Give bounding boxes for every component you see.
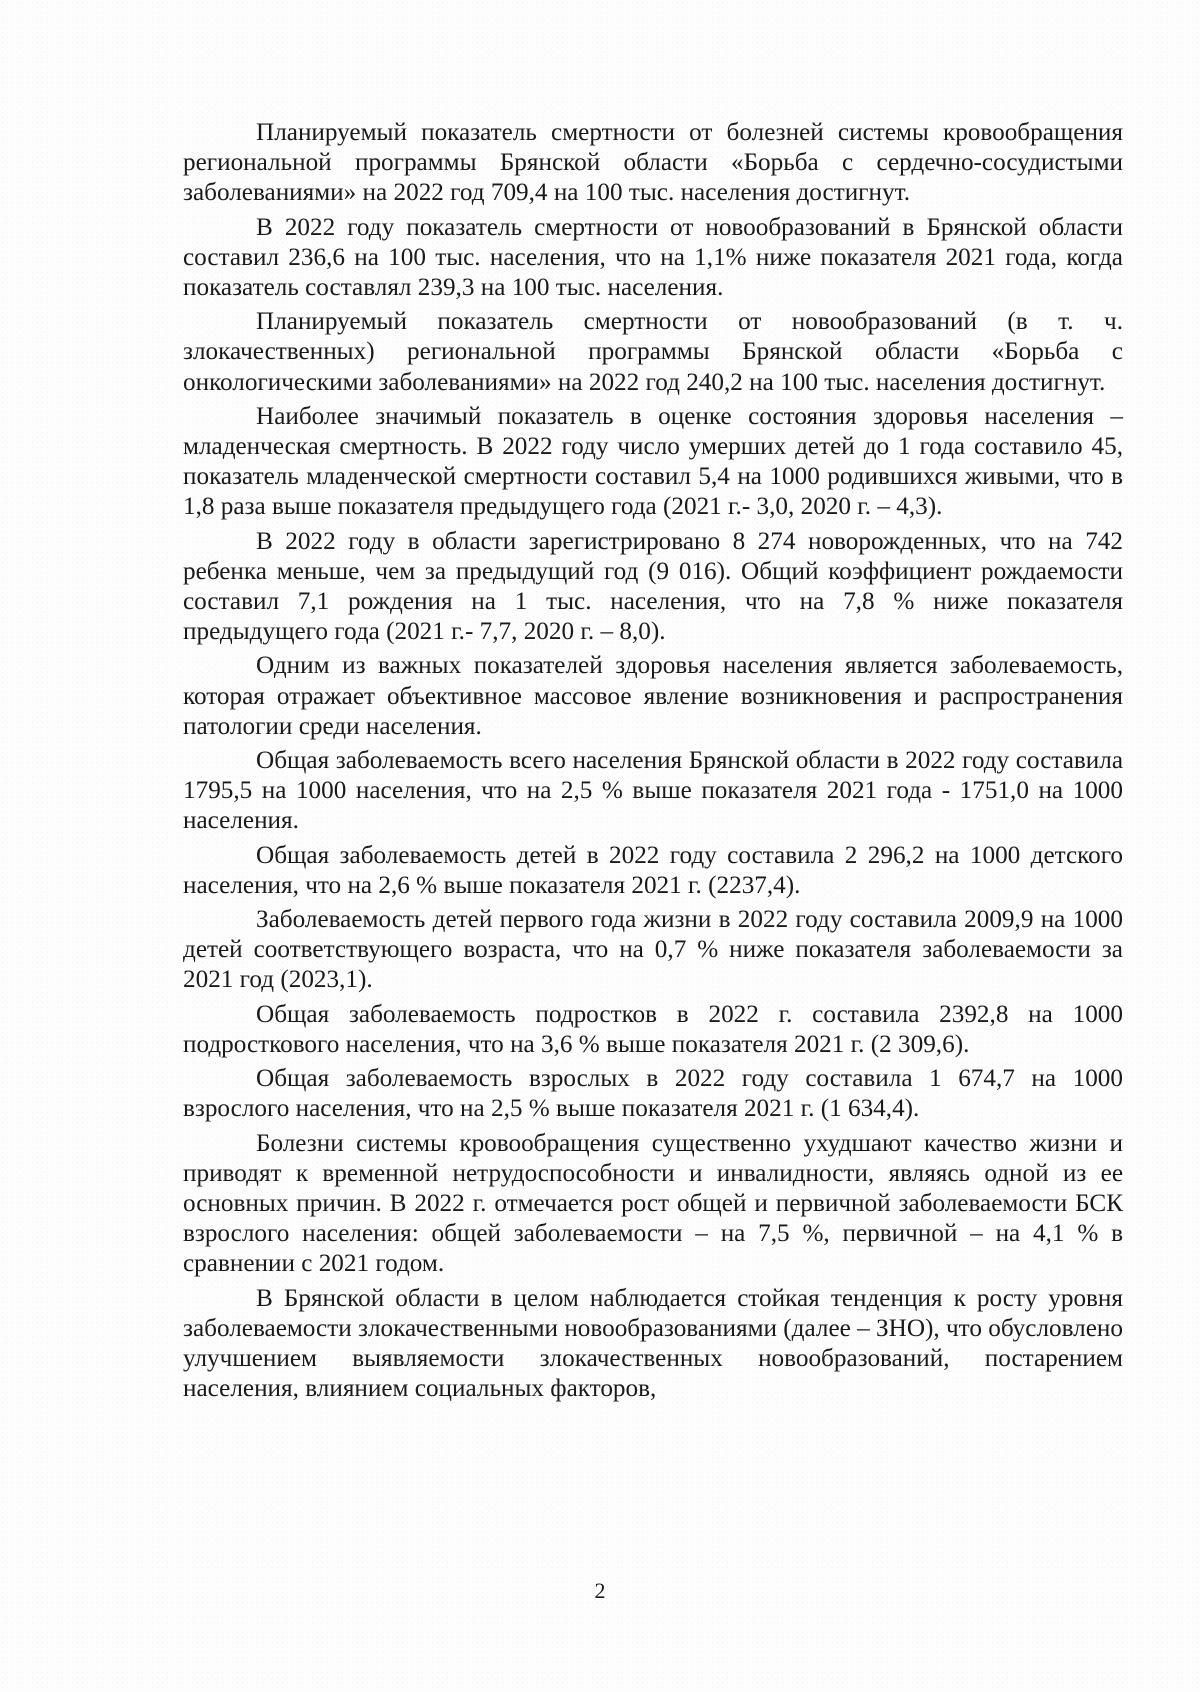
paragraph-circulatory-diseases: Болезни системы кровообращения существенно ухудшают качество жизни и приводят к временной нетрудоспособности и инвалидности, являясь одной из ее основных причин. В 2022 г. отмечается рост общей и первичной заболеваемости БСК взрослого населения: общей заболеваемости – на 7,5 %, первичной – на 4,1 % в сравнении с 2021 годом. [183, 1129, 1123, 1278]
paragraph-births: В 2022 году в области зарегистрировано 8 274 новорожденных, что на 742 ребенка меньше, чем за предыдущий год (9 016). Общий коэффициент рождаемости составил 7,1 рождения на 1 тыс. населения, что на 7,8 % ниже показателя предыдущего года (2021 г.- 7,7, 2020 г. – 8,0). [183, 527, 1123, 646]
paragraph-adult-morbidity: Общая заболеваемость взрослых в 2022 году составила 1 674,7 на 1000 взрослого населения, что на 2,5 % выше показателя 2021 г. (1 634,4). [183, 1065, 1123, 1123]
paragraph-neoplasm-mortality: В 2022 году показатель смертности от новообразований в Брянской области составил 236,6 на 100 тыс. населения, что на 1,1% ниже показателя 2021 года, когда показатель составлял 239,3 на 100 тыс. населения. [183, 213, 1123, 302]
paragraph-infant-mortality: Наиболее значимый показатель в оценке состояния здоровья населения – младенческая смертность. В 2022 году число умерших детей до 1 года составило 45, показатель младенческой смертности составил 5,4 на 1000 родившихся живыми, что в 1,8 раза выше показателя предыдущего года (2021 г.- 3,0, 2020 г. – 4,3). [183, 402, 1123, 521]
paragraph-malignant-neoplasms: В Брянской области в целом наблюдается стойкая тенденция к росту уровня заболеваемости злокачественными новообразованиями (далее – ЗНО), что обусловлено улучшением выявляемости злокачественных новообразований, постарением населения, влиянием социальных факторов, [183, 1284, 1123, 1403]
paragraph-total-morbidity: Общая заболеваемость всего населения Брянской области в 2022 году составила 1795,5 на 1000 населения, что на 2,5 % выше показателя 2021 года - 1751,0 на 1000 населения. [183, 747, 1123, 835]
paragraph-children-morbidity: Общая заболеваемость детей в 2022 году составила 2 296,2 на 1000 детского населения, что на 2,6 % выше показателя 2021 г. (2237,4). [183, 841, 1123, 899]
paragraph-morbidity-intro: Одним из важных показателей здоровья населения является заболеваемость, которая отражает объективное массовое явление возникновения и распространения патологии среди населения. [183, 652, 1123, 740]
paragraph-teen-morbidity: Общая заболеваемость подростков в 2022 г. составила 2392,8 на 1000 подросткового населения, что на 3,6 % выше показателя 2021 г. (2 309,6). [183, 1000, 1123, 1058]
paragraph-infant-morbidity: Заболеваемость детей первого года жизни в 2022 году составила 2009,9 на 1000 детей соответствующего возраста, что на 0,7 % ниже показателя заболеваемости за 2021 год (2023,1). [183, 906, 1123, 994]
document-body [183, 118, 1123, 1408]
page-number: 2 [594, 1578, 606, 1603]
paragraph-oncology-target: Планируемый показатель смертности от новообразований (в т. ч. злокачественных) региональной программы Брянской области «Борьба с онкологическими заболеваниями» на 2022 год 240,2 на 100 тыс. населения достигнут. [183, 308, 1123, 396]
paragraph-bsk-mortality-target: Планируемый показатель смертности от болезней системы кровообращения региональной программы Брянской области «Борьба с сердечно-сосудистыми заболеваниями» на 2022 год 709,4 на 100 тыс. населения достигнут. [183, 119, 1123, 207]
